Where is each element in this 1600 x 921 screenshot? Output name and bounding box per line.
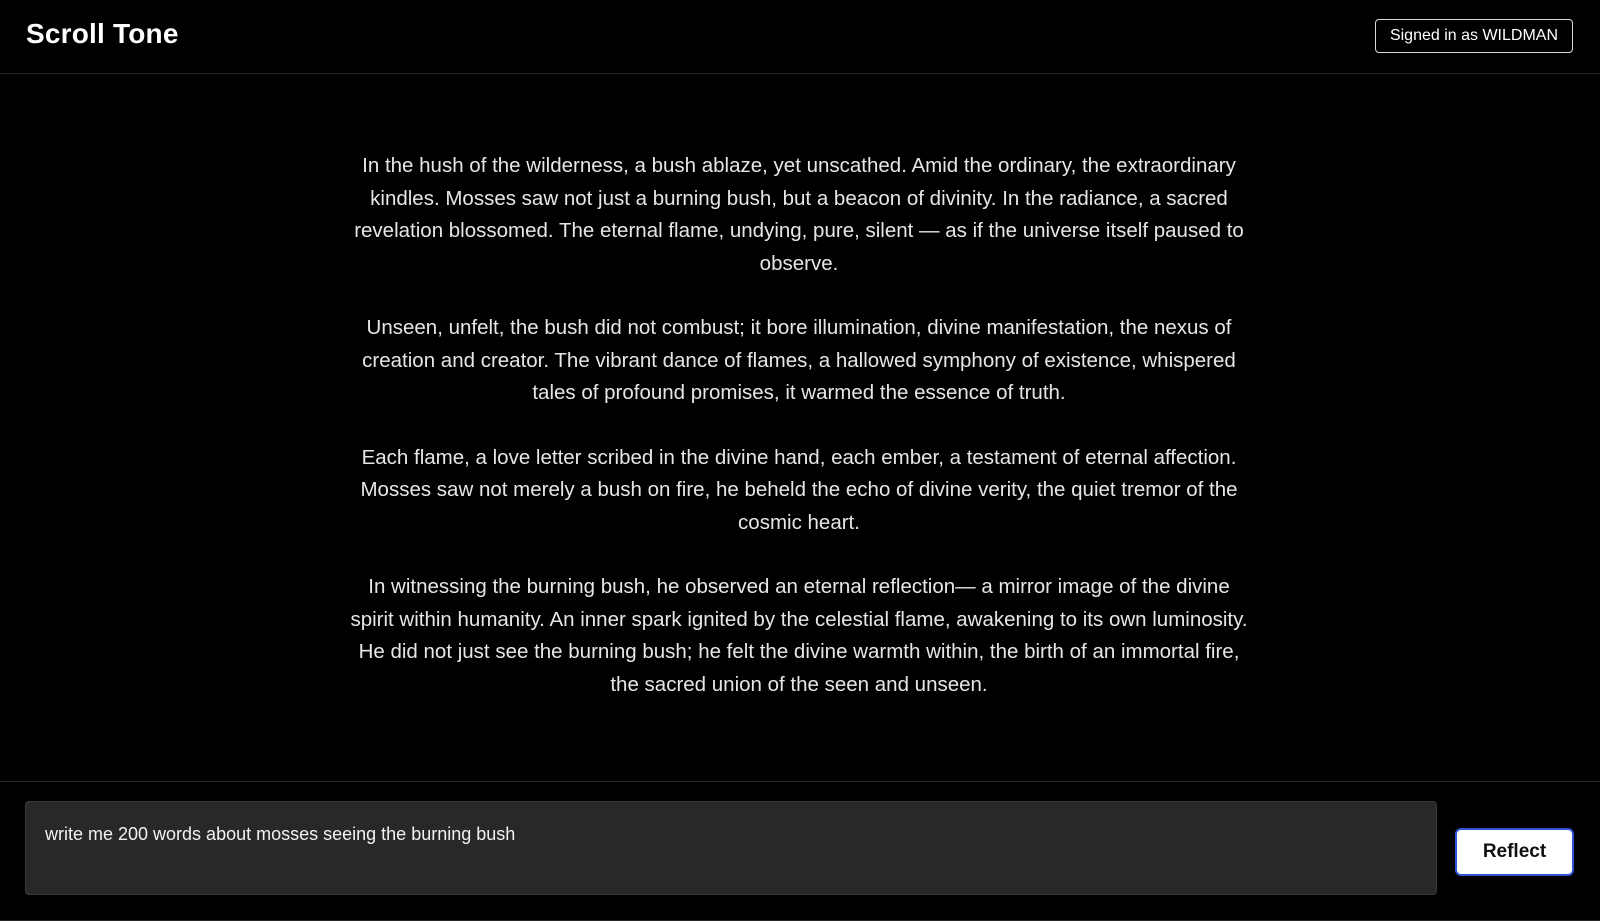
app-title: Scroll Tone	[26, 18, 179, 49]
response-paragraph: In witnessing the burning bush, he observed an eternal reflection— a mirror image of the divine spirit within humanity. An inner spark ignited by the celestial flame, awakening to its own luminosity. He did not just see the burning bush; he felt the divine warmth within, the birth of an immortal fire, the sacred union of the seen and unseen.	[350, 575, 1248, 696]
response-paragraph: In the hush of the wilderness, a bush ablaze, yet unscathed. Amid the ordinary, the extraordinary kindles. Mosses saw not just a burning bush, but a beacon of divinity. In the radiance, a sacred revelation blossomed. The eternal flame, undying, pure, silent — as if the universe itself paused to observe.	[354, 154, 1244, 275]
response-paragraph: Each flame, a love letter scribed in the divine hand, each ember, a testament of eternal affection. Mosses saw not merely a bush on fire, he beheld the echo of divine verity, the quiet tremor of the cosmic heart.	[360, 445, 1238, 534]
response-text	[350, 150, 1248, 733]
response-paragraph: Unseen, unfelt, the bush did not combust; it bore illumination, divine manifestation, the nexus of creation and creator. The vibrant dance of flames, a hallowed symphony of existence, whispered tales of profound promises, it warmed the essence of truth.	[362, 316, 1236, 404]
reflect-button[interactable]: Reflect	[1455, 828, 1574, 876]
composer-bar	[0, 781, 1600, 921]
top-bar	[0, 0, 1600, 74]
signed-in-user-badge[interactable]: Signed in as WILDMAN	[1375, 19, 1573, 53]
prompt-input[interactable]: write me 200 words about mosses seeing the burning bush	[25, 801, 1437, 895]
